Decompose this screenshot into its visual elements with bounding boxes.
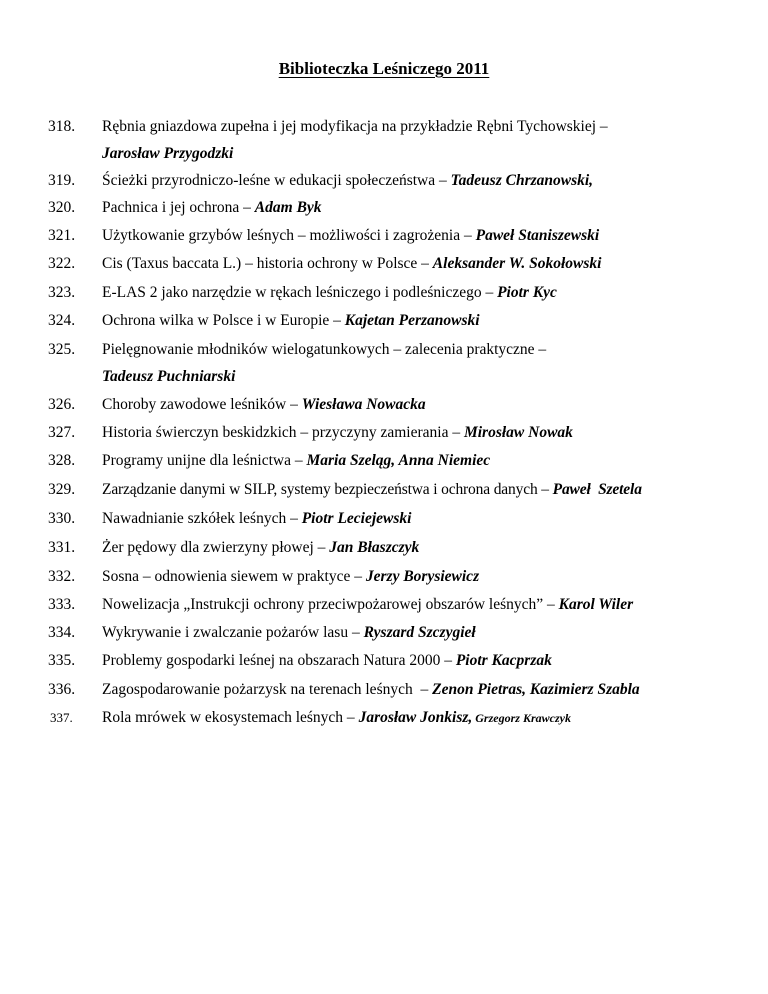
- entry-title: Cis (Taxus baccata L.) – historia ochrony w Polsce –: [102, 255, 433, 272]
- entry-title: Pachnica i jej ochrona –: [102, 199, 255, 216]
- entry-number: 330.: [48, 510, 76, 527]
- entry-line: [102, 680, 640, 700]
- entry-line: [102, 311, 480, 331]
- entry-coauthor: Grzegorz Krawczyk: [472, 711, 571, 725]
- entry-title: Zarządzanie danymi w SILP, systemy bezpieczeństwa i ochrona danych –: [102, 481, 553, 498]
- entry-line: [102, 538, 419, 558]
- entry-number: 319.: [48, 172, 76, 189]
- entry-title: Programy unijne dla leśnictwa –: [102, 452, 307, 469]
- entry-number: 331.: [48, 539, 76, 556]
- entry-title: Historia świerczyn beskidzkich – przyczyny zamierania –: [102, 424, 464, 441]
- entry-title: E-LAS 2 jako narzędzie w rękach leśniczego i podleśniczego –: [102, 284, 498, 301]
- entry-title: Choroby zawodowe leśników –: [102, 396, 302, 413]
- entry-number: 327.: [48, 424, 76, 441]
- entry-author: Jerzy Borysiewicz: [365, 568, 480, 585]
- entry-number: 324.: [48, 312, 76, 329]
- entry-number: 337.: [50, 710, 73, 725]
- entry-author: Zenon Pietras, Kazimierz Szabla: [432, 681, 640, 698]
- entry-title: Rębnia gniazdowa zupełna i jej modyfikacja na przykładzie Rębni Tychowskiej –: [102, 118, 608, 135]
- entry-author: Mirosław Nowak: [463, 424, 573, 441]
- entry-number: 336.: [48, 681, 76, 698]
- entry-line: [102, 226, 599, 246]
- entry-title: Sosna – odnowienia siewem w praktyce –: [102, 568, 366, 585]
- entry-author: Jan Błaszczyk: [329, 539, 420, 556]
- entry-number: 329.: [48, 481, 76, 498]
- entry-number: 318.: [48, 118, 76, 135]
- entry-title: Pielęgnowanie młodników wielogatunkowych – zalecenia praktyczne –: [102, 341, 547, 358]
- entry-line: [102, 423, 573, 443]
- entry-line: [102, 451, 490, 471]
- entry-author: Piotr Kacprzak: [455, 652, 552, 669]
- entry-title: Wykrywanie i zwalczanie pożarów lasu –: [102, 624, 364, 641]
- entry-author: Aleksander W. Sokołowski: [432, 255, 602, 272]
- entry-line: [102, 198, 322, 218]
- entry-number: 335.: [48, 652, 76, 669]
- entry-line: [102, 395, 426, 415]
- entry-title: Ochrona wilka w Polsce i w Europie –: [102, 312, 345, 329]
- entry-author: Kajetan Perzanowski: [344, 312, 480, 329]
- entry-author: Maria Szeląg, Anna Niemiec: [306, 452, 491, 469]
- entry-author: Piotr Kyc: [497, 284, 557, 301]
- entry-number: 322.: [48, 255, 76, 272]
- entry-line: [102, 651, 552, 671]
- entry-author: Ryszard Szczygieł: [363, 624, 476, 641]
- entry-number: 333.: [48, 596, 76, 613]
- entry-number: 323.: [48, 284, 76, 301]
- entry-number: 325.: [48, 341, 76, 358]
- entry-author: Adam Byk: [254, 199, 322, 216]
- entry-number: 334.: [48, 624, 76, 641]
- entry-author: Piotr Leciejewski: [301, 510, 412, 527]
- entry-title: Problemy gospodarki leśnej na obszarach Natura 2000 –: [102, 652, 456, 669]
- entry-number: 328.: [48, 452, 76, 469]
- entry-line: [102, 283, 557, 303]
- entry-line: [102, 509, 411, 529]
- entry-number: 320.: [48, 199, 76, 216]
- entry-author: Wiesława Nowacka: [301, 396, 426, 413]
- entry-author: Paweł Staniszewski: [475, 227, 600, 244]
- entry-title: Rola mrówek w ekosystemach leśnych –: [102, 709, 359, 726]
- entry-author: Jarosław Przygodzki: [102, 145, 234, 162]
- entry-number: 321.: [48, 227, 76, 244]
- entry-title: Nawadnianie szkółek leśnych –: [102, 510, 302, 527]
- entry-line: [102, 254, 601, 274]
- entry-author: Tadeusz Puchniarski: [102, 368, 236, 385]
- entry-line: [102, 480, 642, 500]
- entry-author: Karol Wiler: [558, 596, 634, 613]
- entry-number: 326.: [48, 396, 76, 413]
- entry-line: [102, 708, 571, 728]
- entry-author: Paweł Szetela: [552, 481, 642, 498]
- entry-title: Nowelizacja „Instrukcji ochrony przeciwpożarowej obszarów leśnych” –: [102, 596, 559, 613]
- entry-line: [102, 623, 476, 643]
- entry-line: [102, 567, 479, 587]
- entry-number: 332.: [48, 568, 76, 585]
- entry-title: Żer pędowy dla zwierzyny płowej –: [102, 539, 330, 556]
- entry-title: Zagospodarowanie pożarzysk na terenach leśnych –: [102, 681, 433, 698]
- entry-author: Tadeusz Chrzanowski,: [450, 172, 594, 189]
- entry-author: Jarosław Jonkisz,: [358, 709, 473, 726]
- page-title: Biblioteczka Leśniczego 2011: [278, 59, 490, 78]
- entry-title: Ścieżki przyrodniczo-leśne w edukacji społeczeństwa –: [102, 172, 451, 189]
- entry-line: [102, 595, 633, 615]
- entry-line: [102, 171, 593, 191]
- entry-title: Użytkowanie grzybów leśnych – możliwości i zagrożenia –: [102, 227, 476, 244]
